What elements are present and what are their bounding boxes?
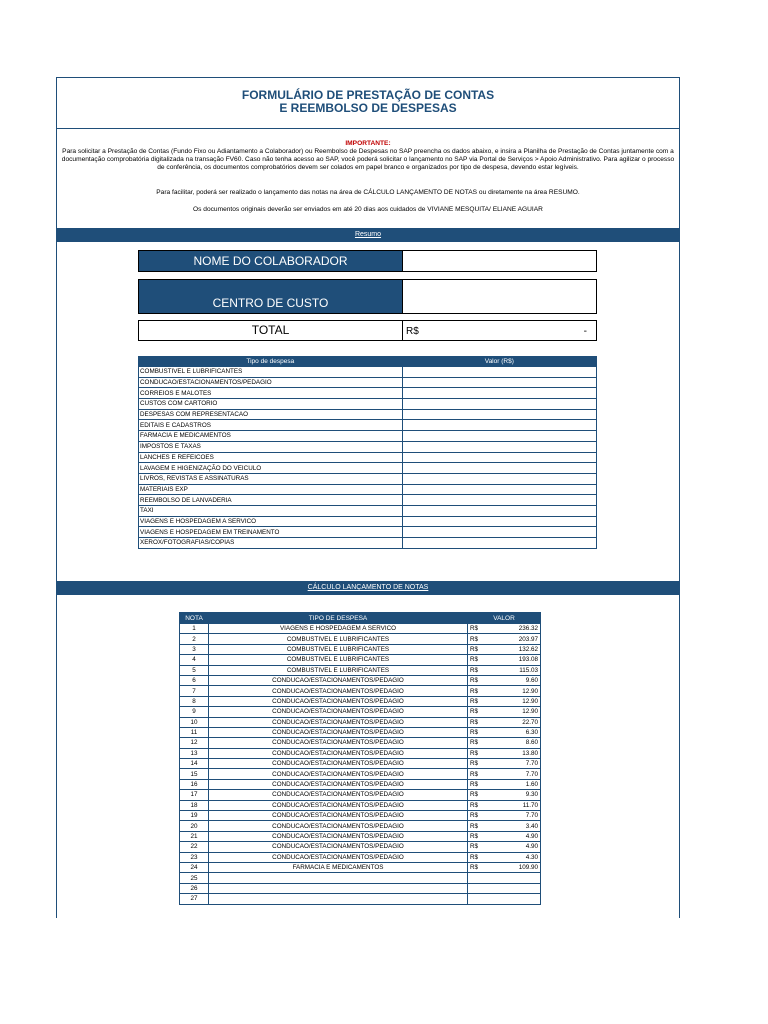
calc-valor-cell[interactable] <box>493 883 541 893</box>
calc-tipo-cell[interactable]: CONDUCAO/ESTACIONAMENTOS/PEDAGIO <box>209 738 468 748</box>
calc-tipo-cell[interactable]: COMBUSTIVEL E LUBRIFICANTES <box>209 655 468 665</box>
calc-nota-cell: 8 <box>180 696 209 706</box>
resumo-tipo-cell: LANCHES E REFEICOES <box>139 452 403 463</box>
resumo-tipo-cell: TAXI <box>139 505 403 516</box>
calc-currency-cell: R$ <box>468 769 493 779</box>
calc-nota-cell: 15 <box>180 769 209 779</box>
calc-valor-cell[interactable]: 12.90 <box>493 686 541 696</box>
calc-valor-cell[interactable]: 115.03 <box>493 665 541 675</box>
calc-currency-cell: R$ <box>468 634 493 644</box>
calc-valor-cell[interactable]: 132.62 <box>493 644 541 654</box>
calc-currency-cell: R$ <box>468 759 493 769</box>
calc-tipo-cell[interactable]: CONDUCAO/ESTACIONAMENTOS/PEDAGIO <box>209 696 468 706</box>
resumo-valor-input[interactable] <box>402 527 596 538</box>
calc-currency-cell: R$ <box>468 707 493 717</box>
form-sheet <box>56 77 680 918</box>
resumo-tipo-cell: VIAGENS E HOSPEDAGEM EM TREINAMENTO <box>139 527 403 538</box>
calc-valor-cell[interactable] <box>493 873 541 883</box>
calc-valor-cell[interactable]: 3.40 <box>493 821 541 831</box>
calc-nota-cell: 27 <box>180 894 209 904</box>
calc-currency-cell <box>468 883 493 893</box>
resumo-tipo-cell: VIAGENS E HOSPEDAGEM A SERVICO <box>139 516 403 527</box>
calculo-row <box>180 769 541 779</box>
calc-tipo-cell[interactable]: CONDUCAO/ESTACIONAMENTOS/PEDAGIO <box>209 779 468 789</box>
calculo-row <box>180 748 541 758</box>
calc-tipo-cell[interactable]: COMBUSTIVEL E LUBRIFICANTES <box>209 665 468 675</box>
resumo-valor-input[interactable] <box>402 505 596 516</box>
calc-currency-cell: R$ <box>468 779 493 789</box>
resumo-row <box>139 367 597 378</box>
calc-tipo-cell[interactable]: CONDUCAO/ESTACIONAMENTOS/PEDAGIO <box>209 686 468 696</box>
resumo-row <box>139 505 597 516</box>
calculo-row <box>180 634 541 644</box>
calculo-row <box>180 821 541 831</box>
calculo-row <box>180 894 541 904</box>
calculo-row <box>180 738 541 748</box>
resumo-valor-input[interactable] <box>402 388 596 399</box>
calc-nota-cell: 17 <box>180 790 209 800</box>
calc-nota-cell: 19 <box>180 811 209 821</box>
resumo-row <box>139 516 597 527</box>
form-title-line1: FORMULÁRIO DE PRESTAÇÃO DE CONTAS <box>241 88 495 102</box>
calculo-row <box>180 717 541 727</box>
calculo-row <box>180 675 541 685</box>
intro-paragraph-3: Os documentos originais deverão ser enviados em até 20 dias aos cuidados de VIVIANE MESQUITA/ ELIANE AGUIAR <box>193 206 543 213</box>
resumo-tipo-cell: MATERIAIS EXP <box>139 484 403 495</box>
calc-header-valor: VALOR <box>468 613 541 624</box>
calc-nota-cell: 10 <box>180 717 209 727</box>
calculo-row <box>180 800 541 810</box>
calc-currency-cell: R$ <box>468 644 493 654</box>
calc-currency-cell: R$ <box>468 675 493 685</box>
resumo-row <box>139 441 597 452</box>
calc-header-tipo: TIPO DE DESPESA <box>209 613 468 624</box>
resumo-row <box>139 420 597 431</box>
total-label: TOTAL <box>251 323 290 337</box>
resumo-tipo-cell: EDITAIS E CADASTROS <box>139 420 403 431</box>
calc-tipo-cell[interactable]: FARMACIA E MEDICAMENTOS <box>209 862 468 872</box>
resumo-tipo-cell: LAVAGEM E HIGENIZAÇÃO DO VEICULO <box>139 463 403 474</box>
resumo-valor-input[interactable] <box>402 420 596 431</box>
calculo-row <box>180 883 541 893</box>
calc-currency-cell: R$ <box>468 811 493 821</box>
centro-custo-label: CENTRO DE CUSTO <box>139 280 402 313</box>
calc-tipo-cell[interactable]: CONDUCAO/ESTACIONAMENTOS/PEDAGIO <box>209 821 468 831</box>
calc-nota-cell: 25 <box>180 873 209 883</box>
calc-currency-cell: R$ <box>468 852 493 862</box>
calc-valor-cell[interactable]: 4.30 <box>493 852 541 862</box>
calc-valor-cell[interactable]: 12.90 <box>493 707 541 717</box>
calc-nota-cell: 26 <box>180 883 209 893</box>
calc-tipo-cell[interactable] <box>209 883 468 893</box>
intro-paragraph-1: Para solicitar a Prestação de Contas (Fundo Fixo ou Adiantamento a Colaborador) ou Reembolso de Despesas no SAP preencha os dados abaixo, e insira a Planilha de Prestação de Contas juntamente com a documentação comprobatória digitalizada na transação FV60. Caso não tenha acesso ao SAP, você poderá solicitar o lançamento no SAP via Portal de Serviços > Apoio Administrativo. Para agilizar o processo de conferência, os documentos comprobatórios devem ser colados em papel branco e organizados por tipo de despesa, devendo estar legíveis. <box>61 148 675 171</box>
calc-nota-cell: 13 <box>180 748 209 758</box>
calc-tipo-cell[interactable] <box>209 873 468 883</box>
calc-valor-cell[interactable]: 11.70 <box>493 800 541 810</box>
calculo-row <box>180 873 541 883</box>
resumo-section-bar: Resumo <box>57 228 679 242</box>
calc-tipo-cell[interactable]: CONDUCAO/ESTACIONAMENTOS/PEDAGIO <box>209 769 468 779</box>
calc-nota-cell: 3 <box>180 644 209 654</box>
resumo-row <box>139 527 597 538</box>
resumo-tipo-cell: REEMBOLSO DE LANVADERIA <box>139 495 403 506</box>
calculo-row <box>180 727 541 737</box>
calc-nota-cell: 23 <box>180 852 209 862</box>
calc-nota-cell: 22 <box>180 842 209 852</box>
resumo-tipo-cell: COMBUSTIVEL E LUBRIFICANTES <box>139 367 403 378</box>
calc-valor-cell[interactable]: 9.60 <box>493 675 541 685</box>
calculo-row <box>180 779 541 789</box>
calc-tipo-cell[interactable]: CONDUCAO/ESTACIONAMENTOS/PEDAGIO <box>209 811 468 821</box>
resumo-row <box>139 399 597 410</box>
resumo-tipo-cell: XEROX/FOTOGRAFIAS/COPIAS <box>139 538 403 549</box>
calculo-row <box>180 852 541 862</box>
calc-valor-cell[interactable]: 12.90 <box>493 696 541 706</box>
calc-tipo-cell[interactable]: CONDUCAO/ESTACIONAMENTOS/PEDAGIO <box>209 790 468 800</box>
calc-tipo-cell[interactable]: CONDUCAO/ESTACIONAMENTOS/PEDAGIO <box>209 748 468 758</box>
resumo-row <box>139 463 597 474</box>
calc-currency-cell: R$ <box>468 842 493 852</box>
calc-tipo-cell[interactable]: CONDUCAO/ESTACIONAMENTOS/PEDAGIO <box>209 842 468 852</box>
calculo-row <box>180 707 541 717</box>
calc-valor-cell[interactable]: 4.90 <box>493 842 541 852</box>
calc-currency-cell: R$ <box>468 665 493 675</box>
resumo-valor-input[interactable] <box>402 377 596 388</box>
calc-valor-cell[interactable]: 7.70 <box>493 759 541 769</box>
title-divider <box>57 128 679 129</box>
total-value-cell <box>402 321 597 340</box>
resumo-row <box>139 388 597 399</box>
resumo-valor-input[interactable] <box>402 473 596 484</box>
calc-currency-cell: R$ <box>468 727 493 737</box>
resumo-tipo-cell: IMPOSTOS E TAXAS <box>139 441 403 452</box>
calc-valor-cell[interactable]: 203.97 <box>493 634 541 644</box>
calculo-row <box>180 686 541 696</box>
calc-currency-cell: R$ <box>468 862 493 872</box>
calculo-row <box>180 790 541 800</box>
resumo-row <box>139 538 597 549</box>
resumo-row <box>139 473 597 484</box>
resumo-tipo-cell: CORREIOS E MALOTES <box>139 388 403 399</box>
calc-valor-cell[interactable]: 4.90 <box>493 831 541 841</box>
calc-tipo-cell[interactable]: VIAGENS E HOSPEDAGEM A SERVICO <box>209 624 468 634</box>
calculo-row <box>180 655 541 665</box>
calc-currency-cell: R$ <box>468 821 493 831</box>
calc-currency-cell: R$ <box>468 686 493 696</box>
total-row <box>138 320 597 341</box>
calculo-row <box>180 831 541 841</box>
calc-tipo-cell[interactable] <box>209 894 468 904</box>
calculo-row <box>180 665 541 675</box>
calc-valor-cell[interactable]: 22.70 <box>493 717 541 727</box>
calc-tipo-cell[interactable]: CONDUCAO/ESTACIONAMENTOS/PEDAGIO <box>209 852 468 862</box>
calculo-section-bar: CÁLCULO LANÇAMENTO DE NOTAS <box>57 581 679 595</box>
important-label: IMPORTANTE: <box>345 140 391 147</box>
calc-currency-cell: R$ <box>468 738 493 748</box>
calc-currency-cell <box>468 873 493 883</box>
resumo-row <box>139 409 597 420</box>
resumo-row <box>139 431 597 442</box>
calc-valor-cell[interactable]: 7.70 <box>493 769 541 779</box>
calc-nota-cell: 21 <box>180 831 209 841</box>
calc-tipo-cell[interactable]: CONDUCAO/ESTACIONAMENTOS/PEDAGIO <box>209 727 468 737</box>
calc-tipo-cell[interactable]: COMBUSTIVEL E LUBRIFICANTES <box>209 644 468 654</box>
total-currency: R$ <box>406 326 419 337</box>
calc-nota-cell: 12 <box>180 738 209 748</box>
calc-tipo-cell[interactable]: CONDUCAO/ESTACIONAMENTOS/PEDAGIO <box>209 759 468 769</box>
resumo-valor-input[interactable] <box>402 484 596 495</box>
calc-nota-cell: 6 <box>180 675 209 685</box>
total-value: - <box>583 326 587 337</box>
resumo-tipo-cell: DESPESAS COM REPRESENTACAO <box>139 409 403 420</box>
calc-valor-cell[interactable]: 109.90 <box>493 862 541 872</box>
resumo-valor-input[interactable] <box>402 538 596 549</box>
calc-currency-cell: R$ <box>468 800 493 810</box>
calculo-row <box>180 644 541 654</box>
calc-tipo-cell[interactable]: CONDUCAO/ESTACIONAMENTOS/PEDAGIO <box>209 717 468 727</box>
resumo-row <box>139 495 597 506</box>
calc-currency-cell: R$ <box>468 790 493 800</box>
calc-nota-cell: 5 <box>180 665 209 675</box>
nome-colaborador-label: NOME DO COLABORADOR <box>139 251 402 271</box>
calc-nota-cell: 4 <box>180 655 209 665</box>
calc-nota-cell: 24 <box>180 862 209 872</box>
calc-tipo-cell[interactable]: COMBUSTIVEL E LUBRIFICANTES <box>209 634 468 644</box>
calc-nota-cell: 11 <box>180 727 209 737</box>
resumo-tipo-cell: CUSTOS COM CARTORIO <box>139 399 403 410</box>
calculo-row <box>180 842 541 852</box>
nome-colaborador-input[interactable] <box>402 251 597 271</box>
calc-valor-cell[interactable]: 6.30 <box>493 727 541 737</box>
calculo-row <box>180 759 541 769</box>
calc-valor-cell[interactable]: 7.70 <box>493 811 541 821</box>
calculo-row <box>180 624 541 634</box>
calc-currency-cell: R$ <box>468 748 493 758</box>
resumo-valor-input[interactable] <box>402 452 596 463</box>
calc-nota-cell: 2 <box>180 634 209 644</box>
calc-currency-cell: R$ <box>468 655 493 665</box>
calc-valor-cell[interactable]: 236.32 <box>493 624 541 634</box>
calc-valor-cell[interactable]: 8.60 <box>493 738 541 748</box>
resumo-tipo-cell: LIVROS, REVISTAS E ASSINATURAS <box>139 473 403 484</box>
calc-tipo-cell[interactable]: CONDUCAO/ESTACIONAMENTOS/PEDAGIO <box>209 707 468 717</box>
centro-custo-row <box>138 279 597 314</box>
resumo-header-valor: Valor (R$) <box>402 357 596 367</box>
calc-nota-cell: 20 <box>180 821 209 831</box>
calculo-row <box>180 862 541 872</box>
calc-valor-cell[interactable]: 9.30 <box>493 790 541 800</box>
calc-nota-cell: 18 <box>180 800 209 810</box>
resumo-row <box>139 377 597 388</box>
resumo-valor-input[interactable] <box>402 441 596 452</box>
calc-nota-cell: 14 <box>180 759 209 769</box>
intro-paragraph-2: Para facilitar, poderá ser realizado o lançamento das notas na área de CÁLCULO LANÇAMENTO DE NOTAS ou diretamente na área RESUMO. <box>156 189 580 196</box>
resumo-tipo-cell: CONDUCAO/ESTACIONAMENTOS/PEDAGIO <box>139 377 403 388</box>
calculo-table <box>179 612 541 905</box>
calc-valor-cell[interactable]: 13.80 <box>493 748 541 758</box>
calc-tipo-cell[interactable]: CONDUCAO/ESTACIONAMENTOS/PEDAGIO <box>209 831 468 841</box>
resumo-valor-input[interactable] <box>402 463 596 474</box>
calculo-row <box>180 811 541 821</box>
resumo-valor-input[interactable] <box>402 409 596 420</box>
calc-currency-cell: R$ <box>468 831 493 841</box>
calc-nota-cell: 9 <box>180 707 209 717</box>
calc-currency-cell <box>468 894 493 904</box>
calc-valor-cell[interactable]: 193.08 <box>493 655 541 665</box>
resumo-header-tipo: Tipo de despesa <box>139 357 403 367</box>
calc-currency-cell: R$ <box>468 696 493 706</box>
calc-currency-cell: R$ <box>468 717 493 727</box>
calc-nota-cell: 16 <box>180 779 209 789</box>
calculo-row <box>180 696 541 706</box>
resumo-row <box>139 452 597 463</box>
resumo-tipo-cell: FARMACIA E MEDICAMENTOS <box>139 431 403 442</box>
form-title-line2: E REEMBOLSO DE DESPESAS <box>279 101 457 115</box>
calc-currency-cell: R$ <box>468 624 493 634</box>
resumo-row <box>139 484 597 495</box>
calc-tipo-cell[interactable]: CONDUCAO/ESTACIONAMENTOS/PEDAGIO <box>209 800 468 810</box>
calc-nota-cell: 1 <box>180 624 209 634</box>
calc-valor-cell[interactable] <box>493 894 541 904</box>
resumo-valor-input[interactable] <box>402 431 596 442</box>
nome-colaborador-row <box>138 250 597 272</box>
calc-nota-cell: 7 <box>180 686 209 696</box>
resumo-table <box>138 356 597 549</box>
resumo-valor-input[interactable] <box>402 367 596 378</box>
resumo-valor-input[interactable] <box>402 516 596 527</box>
calc-tipo-cell[interactable]: CONDUCAO/ESTACIONAMENTOS/PEDAGIO <box>209 675 468 685</box>
calc-valor-cell[interactable]: 1.60 <box>493 779 541 789</box>
calc-header-nota: NOTA <box>180 613 209 624</box>
centro-custo-input[interactable] <box>402 280 597 313</box>
resumo-valor-input[interactable] <box>402 399 596 410</box>
resumo-valor-input[interactable] <box>402 495 596 506</box>
